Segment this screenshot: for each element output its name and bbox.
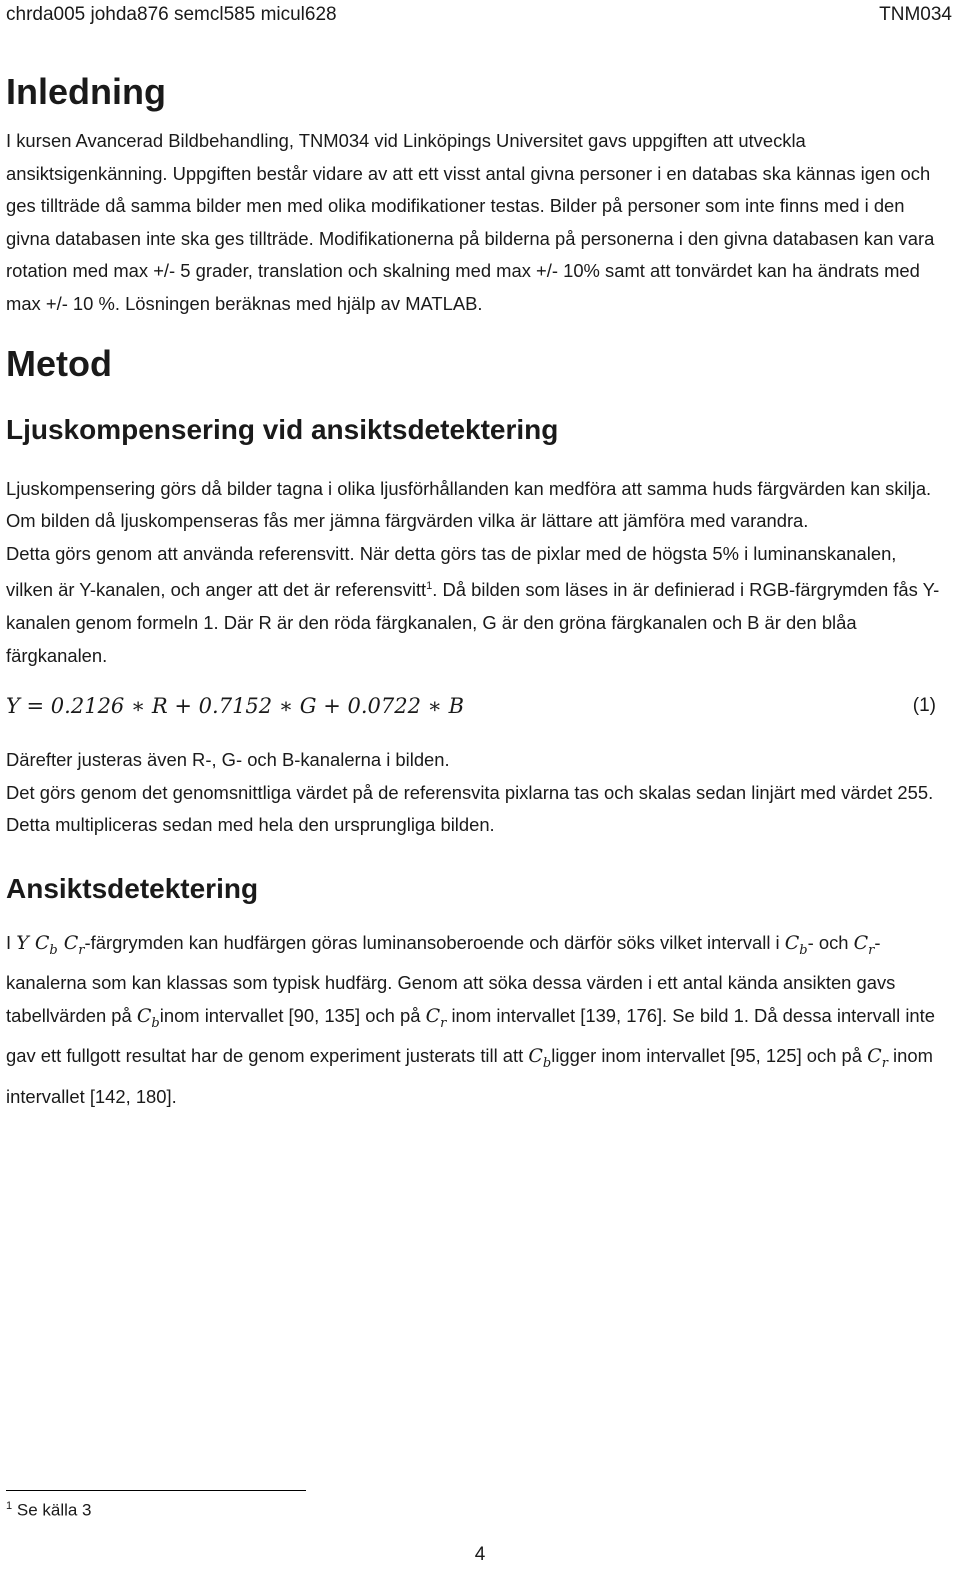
equation-row bbox=[6, 694, 946, 718]
text-segment: I bbox=[6, 932, 17, 954]
page-header bbox=[6, 0, 952, 30]
math-cr: $C_r$ bbox=[853, 932, 875, 958]
math-cr: $C_r$ bbox=[867, 1045, 888, 1072]
paragraph-ljus-2b: . Då bilden som läses in är definierad i RGB-färgrymden fås Y-kanalen genom formeln 1. Där R är den röda färgkanalen, G är den gröna färgkanalen och B är den blåa färgkanalen. bbox=[6, 579, 940, 666]
heading-ansiktsdetektering: Ansiktsdetektering bbox=[6, 872, 259, 904]
footnote-marker: 1 bbox=[6, 1500, 13, 1512]
text-segment: inom intervallet [139, 176]. Se bild 1. Då dessa intervall inte gav ett fullgott resultat har de genom experiment justerats till att bbox=[6, 1004, 935, 1067]
equation-number: (1) bbox=[912, 695, 936, 717]
math-cb: $C_b$ bbox=[784, 932, 808, 958]
page-content bbox=[6, 70, 946, 1113]
equation-luminance: Y = 0.2126 ∗ R + 0.7152 ∗ G + 0.0722 ∗ B bbox=[6, 694, 465, 719]
paragraph-ljus-1: Ljuskompensering görs då bilder tagna i olika ljusförhållanden kan medföra att samma huds färgvärden kan skilja. Om bilden då ljuskompenseras fås mer jämna färgvärden vilka är lättare att jämföra med varandra. bbox=[6, 477, 932, 532]
text-segment: -kanalerna som kan klassas som typisk hudfärg. Genom att söka dessa värden i ett antal kända ansikten gavs tabellvärden på bbox=[6, 932, 896, 1026]
footnote-separator bbox=[6, 1490, 306, 1491]
header-authors: chrda005 johda876 semcl585 micul628 bbox=[6, 4, 337, 25]
text-segment: ligger inom intervallet [95, 125] och på bbox=[551, 1045, 868, 1067]
page-number: 4 bbox=[474, 1544, 486, 1565]
text-segment: inom intervallet [142, 180]. bbox=[6, 1045, 933, 1107]
math-cb: $C_b$ bbox=[136, 1004, 160, 1031]
text-segment: - och bbox=[807, 932, 854, 954]
paragraph-ljus-4: Det görs genom det genomsnittliga värdet på de referensvita pixlarna tas och skalas sedan linjärt med värdet 255. Detta multipliceras sedan med hela den ursprungliga bilden. bbox=[6, 781, 934, 836]
paragraph-inledning: I kursen Avancerad Bildbehandling, TNM034 vid Linköpings Universitet gavs uppgiften att utveckla ansiktsigenkänning. Uppgiften består vidare av att ett visst antal givna personer i en databas ska kännas igen och ges tillträde då samma bilder men med olika modifikationer testas. Bilder på personer som inte finns med i den givna databasen inte ska ges tillträde. Modifikationerna på bilderna på personerna i den givna databasen kan vara rotation med max +/- 5 grader, translation och skalning med max +/- 10% samt att tonvärdet kan ha ändrats med max +/- 10 %. Lösningen beräknas med hjälp av MATLAB. bbox=[6, 130, 935, 314]
heading-inledning: Inledning bbox=[6, 71, 166, 112]
paragraph-ljus-3: Därefter justeras även R-, G- och B-kanalerna i bilden. bbox=[6, 749, 450, 771]
footnote-text: Se källa 3 bbox=[16, 1500, 92, 1520]
heading-metod: Metod bbox=[6, 343, 112, 385]
math-cr: $C_r$ bbox=[425, 1004, 447, 1031]
footnote bbox=[6, 1500, 92, 1521]
math-ycbcr: Y $C_b$ $C_r$ bbox=[16, 932, 85, 958]
math-cb: $C_b$ bbox=[528, 1045, 552, 1072]
footnote-reference: 1 bbox=[426, 580, 433, 593]
paragraph-ljus-2 bbox=[6, 538, 946, 672]
paragraph-ljus-2a: Detta görs genom att använda referensvitt. När detta görs tas de pixlar med de högsta 5% i luminanskanalen, vilken är Y-kanalen, och anger att det är referensvitt bbox=[6, 542, 897, 601]
text-segment: inom intervallet [90, 135] och på bbox=[159, 1004, 426, 1026]
heading-ljuskompensering: Ljuskompensering vid ansiktsdetektering bbox=[6, 414, 559, 446]
header-course: TNM034 bbox=[879, 4, 952, 25]
paragraph-ansikt bbox=[6, 927, 946, 1113]
text-segment: -färgrymden kan hudfärgen göras luminansoberoende och därför söks vilket intervall i bbox=[84, 932, 785, 954]
